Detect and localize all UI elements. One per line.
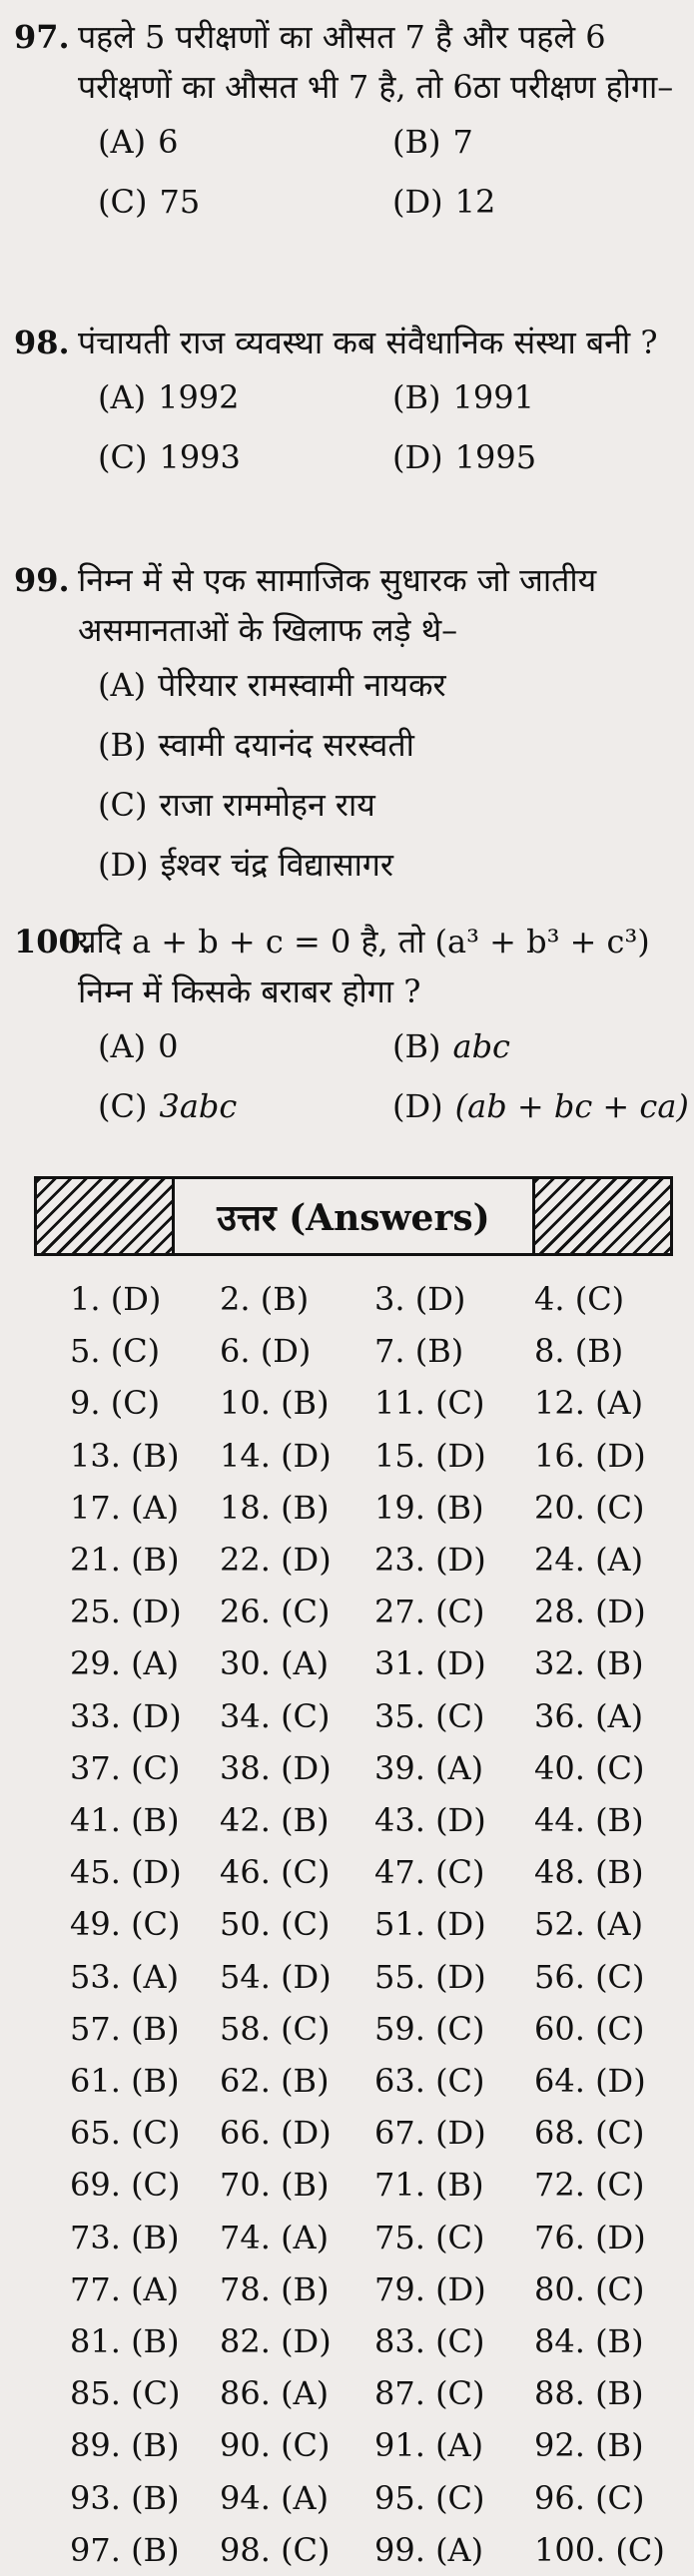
answer-item: 84. (B) [534, 2322, 644, 2361]
option-c: (C) 3abc [98, 1087, 238, 1125]
question-text: यदि a + b + c = 0 है, तो (a³ + b³ + c³) निम्न में किसके बराबर होगा ? [78, 923, 650, 1010]
answer-item: 75. (C) [374, 2218, 485, 2256]
answer-item: 58. (C) [220, 2009, 331, 2048]
answer-item: 97. (B) [70, 2530, 180, 2569]
answer-item: 48. (B) [534, 1853, 644, 1892]
answer-item: 36. (A) [534, 1696, 644, 1735]
answer-item: 46. (C) [220, 1853, 331, 1892]
answer-item: 44. (B) [534, 1801, 644, 1840]
options [98, 1016, 689, 1136]
option-d: (D) ईश्वर चंद्र विद्यासागर [98, 846, 394, 884]
answer-item: 5. (C) [70, 1332, 161, 1371]
answer-item: 31. (D) [374, 1644, 486, 1683]
question-99 [14, 555, 684, 895]
answer-item: 23. (D) [374, 1541, 486, 1580]
answer-item: 17. (A) [70, 1488, 180, 1527]
option-d: (D) 12 [392, 183, 496, 221]
option-a: (A) पेरियार रामस्वामी नायकर [98, 666, 446, 704]
question-number: 99. [14, 561, 70, 599]
answer-item: 6. (D) [220, 1332, 312, 1371]
answer-item: 34. (C) [220, 1696, 331, 1735]
answer-item: 37. (C) [70, 1748, 181, 1787]
answer-item: 21. (B) [70, 1541, 180, 1580]
answer-item: 3. (D) [374, 1280, 466, 1318]
answer-item: 78. (B) [220, 2269, 330, 2308]
answer-item: 19. (B) [374, 1488, 484, 1527]
answer-item: 80. (C) [534, 2269, 645, 2308]
answer-item: 94. (A) [220, 2478, 330, 2517]
question-98 [14, 318, 684, 487]
answer-item: 100. (C) [534, 2530, 665, 2569]
options [98, 655, 684, 895]
answer-item: 90. (C) [220, 2426, 331, 2465]
answer-item: 62. (B) [220, 2062, 330, 2101]
answer-item: 39. (A) [374, 1748, 484, 1787]
answer-item: 7. (B) [374, 1332, 464, 1371]
answer-item: 63. (C) [374, 2062, 485, 2101]
answer-item: 10. (B) [220, 1384, 330, 1423]
option-c: (C) राजा राममोहन राय [98, 786, 375, 824]
answer-item: 85. (C) [70, 2374, 181, 2413]
answer-item: 72. (C) [534, 2166, 645, 2205]
question-text: पहले 5 परीक्षणों का औसत 7 है और पहले 6 परीक्षणों का औसत भी 7 है, तो 6ठा परीक्षण होगा– [78, 18, 674, 106]
answer-item: 98. (C) [220, 2530, 331, 2569]
hatch-decoration-left [37, 1179, 175, 1253]
answer-item: 27. (C) [374, 1593, 485, 1631]
options [98, 112, 684, 232]
option-b: (B) स्वामी दयानंद सरस्वती [98, 726, 414, 764]
answer-item: 15. (D) [374, 1436, 486, 1475]
answer-item: 61. (B) [70, 2062, 180, 2101]
answer-item: 43. (D) [374, 1801, 486, 1840]
option-c: (C) 75 [98, 183, 201, 221]
option-c: (C) 1993 [98, 438, 241, 476]
answer-item: 52. (A) [534, 1905, 644, 1944]
answer-item: 42. (B) [220, 1801, 330, 1840]
answers-banner [34, 1176, 673, 1256]
question-number: 100. [14, 923, 92, 961]
answer-item: 22. (D) [220, 1541, 332, 1580]
answer-item: 66. (D) [220, 2114, 332, 2153]
answer-item: 93. (B) [70, 2478, 180, 2517]
option-b: (B) abc [392, 1027, 510, 1065]
option-a: (A) 0 [98, 1027, 179, 1065]
answer-item: 12. (A) [534, 1384, 644, 1423]
option-a: (A) 1992 [98, 378, 240, 416]
answer-item: 89. (B) [70, 2426, 180, 2465]
answer-item: 77. (A) [70, 2269, 180, 2308]
answer-item: 55. (D) [374, 1957, 486, 1996]
answer-item: 67. (D) [374, 2114, 486, 2153]
answer-item: 16. (D) [534, 1436, 646, 1475]
answer-item: 73. (B) [70, 2218, 180, 2256]
answer-item: 76. (D) [534, 2218, 646, 2256]
question-97 [14, 12, 684, 232]
hatch-decoration-right [532, 1179, 670, 1253]
question-text: पंचायती राज व्यवस्था कब संवैधानिक संस्था बनी ? [78, 323, 658, 361]
answer-item: 29. (A) [70, 1644, 180, 1683]
answer-item: 79. (D) [374, 2269, 486, 2308]
answer-item: 32. (B) [534, 1644, 644, 1683]
answer-item: 57. (B) [70, 2009, 180, 2048]
answer-item: 11. (C) [374, 1384, 485, 1423]
answer-item: 92. (B) [534, 2426, 644, 2465]
answer-item: 65. (C) [70, 2114, 181, 2153]
answer-item: 1. (D) [70, 1280, 162, 1318]
answer-item: 68. (C) [534, 2114, 645, 2153]
answer-item: 24. (A) [534, 1541, 644, 1580]
answer-item: 56. (C) [534, 1957, 645, 1996]
answer-item: 14. (D) [220, 1436, 332, 1475]
answer-item: 28. (D) [534, 1593, 646, 1631]
answer-item: 54. (D) [220, 1957, 332, 1996]
answer-item: 88. (B) [534, 2374, 644, 2413]
answer-item: 35. (C) [374, 1696, 485, 1735]
answer-item: 40. (C) [534, 1748, 645, 1787]
answer-item: 87. (C) [374, 2374, 485, 2413]
answer-item: 91. (A) [374, 2426, 484, 2465]
question-number: 98. [14, 323, 70, 361]
answer-item: 2. (B) [220, 1280, 310, 1318]
answer-item: 9. (C) [70, 1384, 161, 1423]
answer-item: 41. (B) [70, 1801, 180, 1840]
answer-item: 51. (D) [374, 1905, 486, 1944]
answer-item: 38. (D) [220, 1748, 332, 1787]
answer-item: 20. (C) [534, 1488, 645, 1527]
answer-item: 50. (C) [220, 1905, 331, 1944]
question-text: निम्न में से एक सामाजिक सुधारक जो जातीय असमानताओं के खिलाफ लड़े थे– [78, 561, 597, 649]
answer-item: 33. (D) [70, 1696, 182, 1735]
option-d: (D) 1995 [392, 438, 537, 476]
answer-item: 99. (A) [374, 2530, 484, 2569]
answer-item: 69. (C) [70, 2166, 181, 2205]
answer-item: 49. (C) [70, 1905, 181, 1944]
answer-item: 86. (A) [220, 2374, 330, 2413]
answer-item: 60. (C) [534, 2009, 645, 2048]
answer-item: 64. (D) [534, 2062, 646, 2101]
option-a: (A) 6 [98, 123, 179, 161]
answer-item: 96. (C) [534, 2478, 645, 2517]
answer-item: 53. (A) [70, 1957, 180, 1996]
answer-item: 26. (C) [220, 1593, 331, 1631]
answer-item: 25. (D) [70, 1593, 182, 1631]
answer-item: 45. (D) [70, 1853, 182, 1892]
answers-title: उत्तर (Answers) [217, 1196, 490, 1239]
answer-item: 70. (B) [220, 2166, 330, 2205]
question-100 [14, 917, 689, 1136]
answer-item: 47. (C) [374, 1853, 485, 1892]
answer-item: 95. (C) [374, 2478, 485, 2517]
option-b: (B) 7 [392, 123, 473, 161]
answer-item: 59. (C) [374, 2009, 485, 2048]
question-number: 97. [14, 18, 70, 56]
answer-item: 82. (D) [220, 2322, 332, 2361]
answer-item: 83. (C) [374, 2322, 485, 2361]
answer-item: 8. (B) [534, 1332, 624, 1371]
answer-item: 74. (A) [220, 2218, 330, 2256]
answers-grid [70, 1273, 689, 2576]
options [98, 367, 684, 487]
option-d: (D) (ab + bc + ca) [392, 1087, 689, 1125]
answer-item: 13. (B) [70, 1436, 180, 1475]
answer-item: 71. (B) [374, 2166, 484, 2205]
answer-item: 18. (B) [220, 1488, 330, 1527]
answer-item: 81. (B) [70, 2322, 180, 2361]
answer-item: 30. (A) [220, 1644, 330, 1683]
answer-item: 4. (C) [534, 1280, 625, 1318]
option-b: (B) 1991 [392, 378, 534, 416]
